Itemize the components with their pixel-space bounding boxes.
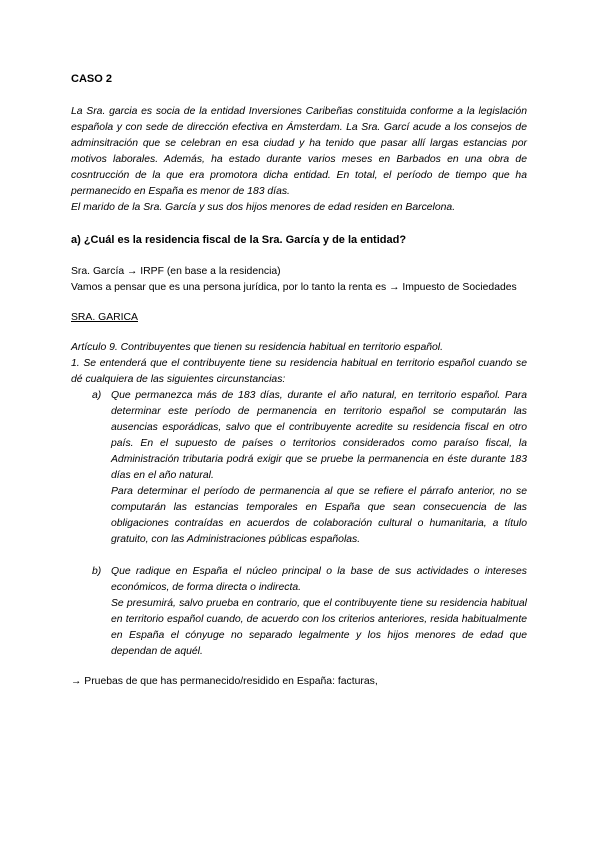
list-item-a-paragraph-2: Para determinar el período de permanencia al que se refiere el párrafo anterior, no se computarán las estancias temporales en España que sean consecuencia de las obligaciones contraídas en acuerdos de colaboración cultural o humanitaria, a título gratuito, con las Administraciones públicas españolas.: [111, 486, 527, 545]
article-point-1: 1. Se entenderá que el contribuyente tiene su residencia habitual en territorio español cuando se dé cualquiera de las siguientes circunstancias:: [71, 358, 527, 385]
article-conditions-list: [71, 388, 527, 660]
intro-paragraph: La Sra. garcia es socia de la entidad Inversiones Caribeñas constituida conforme a la legislación española y con sede de dirección efectiva en Ámsterdam. La Sra. Garcí acude a los consejos de adminsitración que se celebran en esa ciudad y ha tenido que pasar allí largas estancias por motivos laborales. Además, ha estado durante varios meses en Barbados en una obra de cosntrucción de la que era promotora dicha entidad. En total, el período de tiempo que ha permanecido en España es menor de 183 días.: [71, 106, 527, 197]
list-item-a-paragraph-1: Que permanezca más de 183 días, durante el año natural, en territorio español. Para determinar este período de permanencia en territorio español se computarán las ausencias esporádicas, salvo que el contribuyente acredite su residencia fiscal en otro país. En el supuesto de países o territorios considerados como paraíso fiscal, la Administración tributaria podrá exigir que se pruebe la permanencia en éste durante 183 días en el año natural.: [111, 390, 527, 481]
list-item-b-paragraph-2: Se presumirá, salvo prueba en contrario, que el contribuyente tiene su residencia habitual en territorio español cuando, de acuerdo con los criterios anteriores, resida habitualmente en España el cónyuge no separado legalmente y los hijos menores de edad que dependan de aquél.: [111, 598, 527, 657]
answer-line-sociedades: Vamos a pensar que es una persona jurídica, por lo tanto la renta es → Impuesto de Sociedades: [71, 282, 517, 293]
list-item-b: [71, 564, 527, 660]
list-spacer: [71, 548, 527, 564]
document-content: [71, 72, 527, 690]
intro-paragraph-family: El marido de la Sra. García y sus dos hijos menores de edad residen en Barcelona.: [71, 202, 456, 213]
evidence-line: → Pruebas de que has permanecido/residido en España: facturas,: [71, 676, 378, 687]
article-heading: Artículo 9. Contribuyentes que tienen su residencia habitual en territorio español.: [71, 342, 443, 353]
list-item-a: [71, 388, 527, 548]
document-title: CASO 2: [71, 73, 112, 85]
list-marker-a: a): [92, 390, 102, 401]
question-a-heading: a) ¿Cuál es la residencia fiscal de la Sra. García y de la entidad?: [71, 234, 407, 246]
answer-line-irpf: Sra. García → IRPF (en base a la residencia): [71, 266, 281, 277]
section-heading: SRA. GARICA: [71, 312, 138, 323]
list-marker-b: b): [92, 566, 102, 577]
list-item-b-paragraph-1: Que radique en España el núcleo principal o la base de sus actividades o intereses económicos, de forma directa o indirecta.: [111, 566, 527, 593]
